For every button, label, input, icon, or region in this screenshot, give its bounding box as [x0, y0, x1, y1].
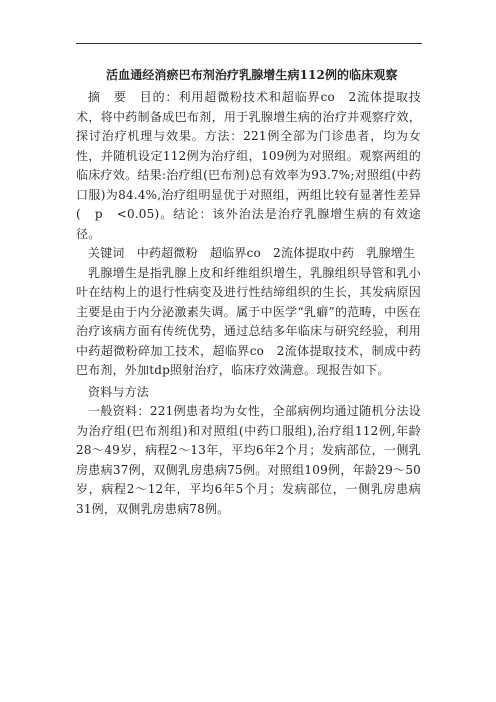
- general-info-paragraph: 一般资料：221例患者均为女性，全部病例均通过随机分法设为治疗组(巴布剂组)和对照组(中药口服组),治疗组112例,年龄28～49岁，病程2～13年，平均6年2个月；发病部位，一侧乳房患病37例，双侧乳房患病75例。对照组109例，年龄29～50岁，病程2～12年，平均6年5个月；发病部位，一侧乳房患病31例，双侧乳房患病78例。: [76, 404, 421, 516]
- keywords-line: 关键词 中药超微粉 超临界co 2流体提取中药 乳腺增生: [88, 246, 416, 260]
- document-title: 活血通经消瘀巴布剂治疗乳腺增生病112例的临床观察: [106, 68, 398, 82]
- section-heading: 资料与方法: [88, 384, 150, 399]
- header-rule: [76, 43, 422, 44]
- document-body: [76, 88, 421, 519]
- intro-paragraph: 乳腺增生是指乳腺上皮和纤维组织增生，乳腺组织导管和乳小叶在结构上的退行性病变及进行性结缔组织的生长，其发病原因主要是由于内分泌激素失调。属于中医学“乳癖”的范畴，中医在治疗该病方面有传统优势，通过总结多年临床与研究经验，利用中药超微粉碎加工技术，超临界co 2流体提取技术，制成中药巴布剂，外加tdp照射治疗，临床疗效满意。现报告如下。: [76, 265, 421, 377]
- abstract-paragraph: 摘 要 目的：利用超微粉技术和超临界co 2流体提取技术，将中药制备成巴布剂，用于乳腺增生病的治疗并观察疗效，探讨治疗机理与效果。方法：221例全部为门诊患者，均为女性，并随机设定112例为治疗组，109例为对照组。观察两组的临床疗效。结果:治疗组(巴布剂)总有效率为93.7%;对照组(中药口服)为84.4%,治疗组明显优于对照组，两组比较有显著性差异( p <0.05)。结论：该外治法是治疗乳腺增生病的有效途径。: [76, 90, 421, 241]
